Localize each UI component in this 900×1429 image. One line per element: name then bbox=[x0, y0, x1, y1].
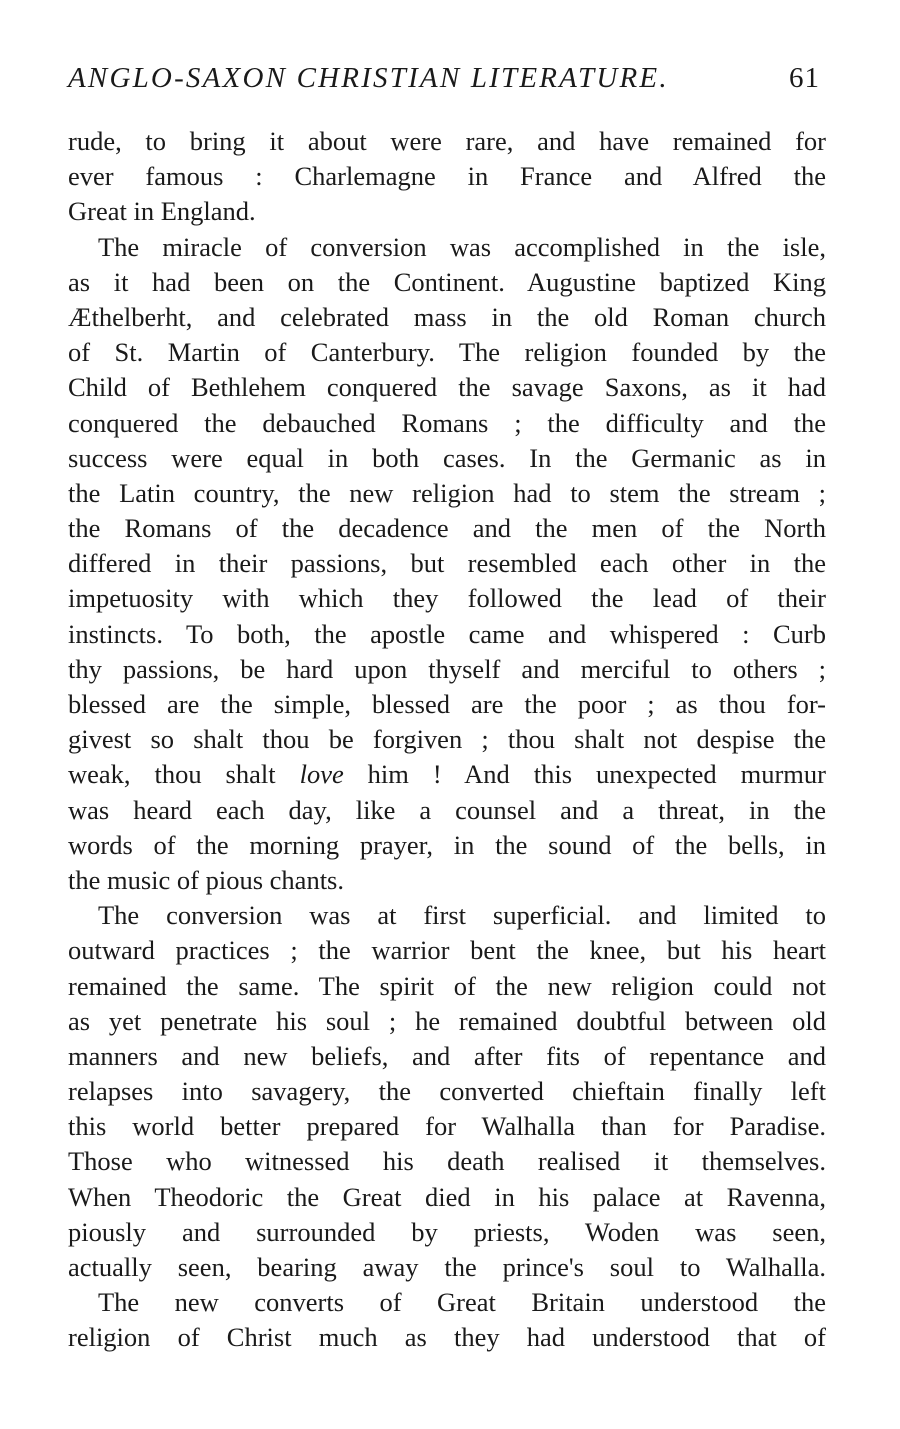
text-line: The miracle of conversion was accomplished in the isle, bbox=[98, 231, 826, 262]
text-line: was heard each day, like a counsel and a threat, in the bbox=[68, 794, 826, 825]
text-line: conquered the debauched Romans ; the difficulty and the bbox=[68, 407, 826, 438]
text-line: of St. Martin of Canterbury. The religion founded by the bbox=[68, 337, 826, 368]
text-line: outward practices ; the warrior bent the knee, but his heart bbox=[68, 935, 826, 966]
text-line: words of the morning prayer, in the sound of the bells, in bbox=[68, 829, 826, 860]
text-line: givest so shalt thou be forgiven ; thou shalt not despise the bbox=[68, 724, 826, 755]
text-line: The conversion was at first superficial. and limited to bbox=[98, 900, 826, 931]
text-line: the music of pious chants. bbox=[68, 864, 344, 895]
running-head bbox=[68, 62, 828, 102]
italic-word: love bbox=[299, 759, 344, 790]
page-number: 61 bbox=[789, 62, 820, 94]
text-line: Those who witnessed his death realised it themselves. bbox=[68, 1146, 826, 1177]
text-line: rude, to bring it about were rare, and have remained for bbox=[68, 126, 826, 156]
text-line: blessed are the simple, blessed are the poor ; as thou for- bbox=[68, 689, 826, 719]
text-line: remained the same. The spirit of the new religion could not bbox=[68, 970, 826, 1001]
text-line: impetuosity with which they followed the lead of their bbox=[68, 583, 826, 614]
text-line: thy passions, be hard upon thyself and merciful to others ; bbox=[68, 653, 826, 684]
text-line: ever famous : Charlemagne in France and Alfred the bbox=[68, 161, 826, 192]
running-title: ANGLO-SAXON CHRISTIAN LITERATURE. bbox=[68, 62, 669, 94]
text-line: instincts. To both, the apostle came and whispered : Curb bbox=[68, 618, 826, 649]
text-line: religion of Christ much as they had understood that of bbox=[68, 1322, 826, 1353]
body-text bbox=[68, 124, 826, 1356]
text-line: piously and surrounded by priests, Woden was seen, bbox=[68, 1216, 826, 1247]
text-line: The new converts of Great Britain understood the bbox=[98, 1287, 826, 1318]
text-line: Great in England. bbox=[68, 196, 256, 227]
text-line-with-italic bbox=[68, 757, 826, 792]
text-line: the Romans of the decadence and the men of the North bbox=[68, 513, 826, 544]
text-line: manners and new beliefs, and after fits of repentance and bbox=[68, 1040, 826, 1071]
text-line: actually seen, bearing away the prince's soul to Walhalla. bbox=[68, 1252, 826, 1282]
text-line: as it had been on the Continent. Augustine baptized King bbox=[68, 266, 826, 297]
text-line: the Latin country, the new religion had to stem the stream ; bbox=[68, 477, 826, 508]
text-run: weak, thou shalt bbox=[68, 759, 300, 790]
text-line: as yet penetrate his soul ; he remained doubtful between old bbox=[68, 1005, 826, 1036]
text-line: differed in their passions, but resembled each other in the bbox=[68, 548, 826, 579]
text-line: success were equal in both cases. In the Germanic as in bbox=[68, 442, 826, 473]
text-line: When Theodoric the Great died in his palace at Ravenna, bbox=[68, 1181, 826, 1212]
text-line: relapses into savagery, the converted chieftain finally left bbox=[68, 1076, 826, 1107]
text-line: Child of Bethlehem conquered the savage Saxons, as it had bbox=[68, 372, 826, 403]
text-run: him ! And this unexpected murmur bbox=[343, 759, 826, 790]
text-line: Æthelberht, and celebrated mass in the old Roman church bbox=[68, 301, 826, 332]
text-line: this world better prepared for Walhalla than for Paradise. bbox=[68, 1111, 826, 1142]
